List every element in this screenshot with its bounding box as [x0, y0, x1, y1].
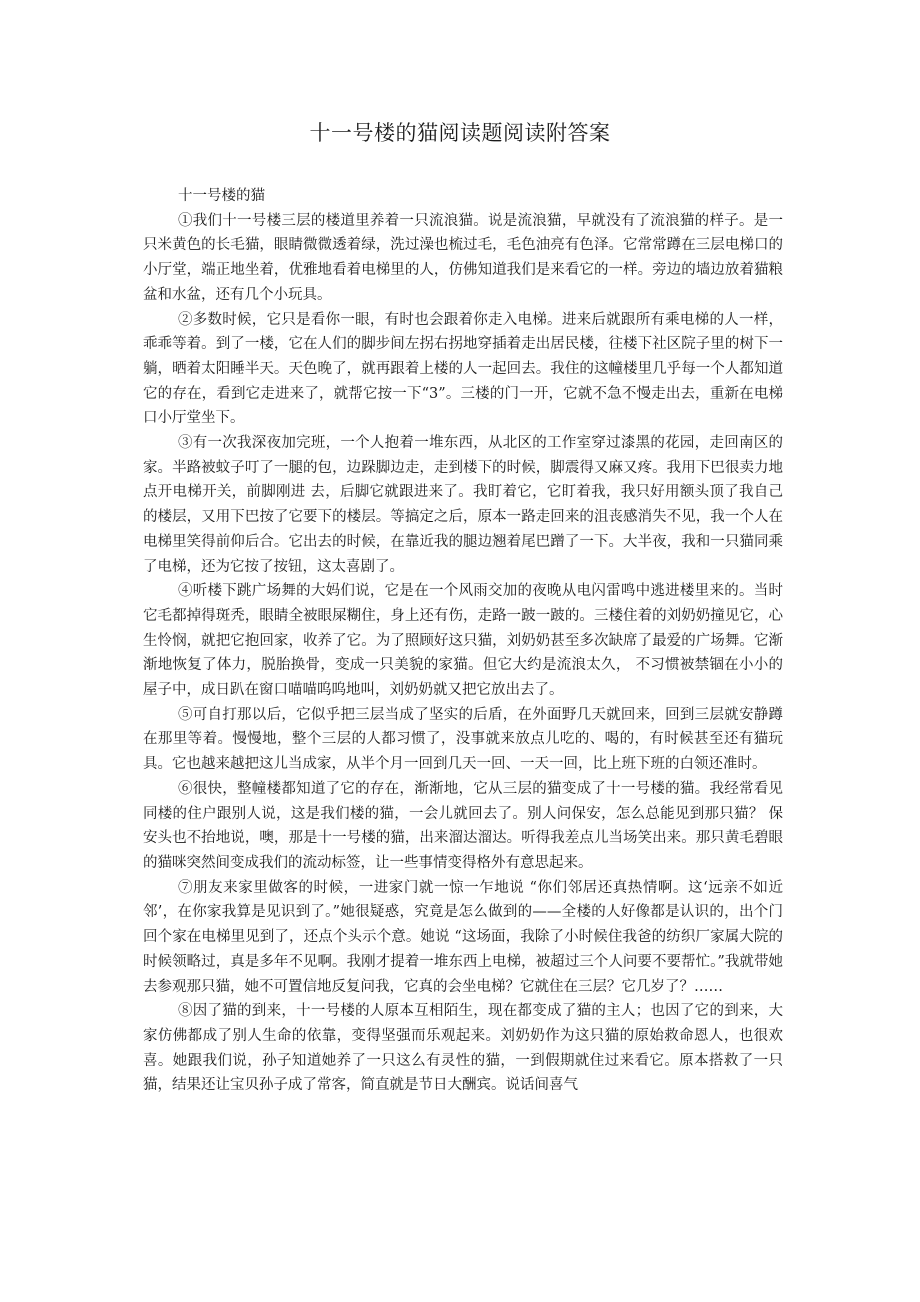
article-subtitle: 十一号楼的猫 [178, 188, 265, 204]
article-body [143, 184, 783, 1098]
paragraph-6: ⑥很快，整幢楼都知道了它的存在，渐渐地，它从三层的猫变成了十一号楼的猫。我经常看见同楼的住户跟别人说，这是我们楼的猫，一会儿就回去了。别人问保安，怎么总能见到那只猫？ 保安头也不抬地说，噢，那是十一号楼的猫，出来溜达溜达。听得我差点儿当场笑出来。那只黄毛碧眼的猫咪突然间变成我们的流动标签，让一些事情变得格外有意思起来。 [143, 780, 783, 871]
paragraph-1: ①我们十一号楼三层的楼道里养着一只流浪猫。说是流浪猫，早就没有了流浪猫的样子。是一只米黄色的长毛猫，眼睛微微透着绿，洗过澡也梳过毛，毛色油亮有色泽。它常常蹲在三层电梯口的小厅堂，端正地坐着，优雅地看着电梯里的人，仿佛知道我们是来看它的一样。旁边的墙边放着猫粮盆和水盆，还有几个小玩具。 [143, 212, 783, 303]
paragraph-8: ⑧因了猫的到来，十一号楼的人原本互相陌生，现在都变成了猫的主人；也因了它的到来，大家仿佛都成了别人生命的依靠，变得坚强而乐观起来。刘奶奶作为这只猫的原始救命恩人，也很欢喜。她跟我们说，孙子知道她养了一只这么有灵性的猫，一到假期就住过来看它。原本搭救了一只猫，结果还让宝贝孙子成了常客，简直就是节日大酬宾。说话间喜气 [143, 1003, 783, 1094]
paragraph-5: ⑤可自打那以后，它似乎把三层当成了坚实的后盾，在外面野几天就回来，回到三层就安静蹲在那里等着。慢慢地，整个三层的人都习惯了，没事就来放点儿吃的、喝的，有时候甚至还有猫玩具。它也越来越把这儿当成家，从半个月一回到几天一回、一天一回，比上班下班的白领还准时。 [143, 706, 783, 773]
paragraph-7: ⑦朋友来家里做客的时候，一进家门就一惊一乍地说 “你们邻居还真热情啊。这‘远亲不如近邻’，在你家我算是见识到了。”她很疑惑，究竟是怎么做到的——全楼的人好像都是认识的，出个门回个家在电梯里见到了，还点个头示个意。她说 “这场面，我除了小时候住我爸的纺织厂家属大院的时候领略过，真是多年不见啊。我刚才提着一堆东西上电梯，被超过三个人问要不要帮忙。”我就带她去参观那只猫，她不可置信地反复问我，它真的会坐电梯？它就住在三层？它几岁了？…… [143, 879, 783, 995]
document-title: 十一号楼的猫阅读题阅读附答案 [309, 121, 611, 145]
paragraph-2: ②多数时候，它只是看你一眼，有时也会跟着你走入电梯。进来后就跟所有乘电梯的人一样，乖乖等着。到了一楼，它在人们的脚步间左拐右拐地穿插着走出居民楼，往楼下社区院子里的树下一躺，晒着太阳睡半天。天色晚了，就再跟着上楼的人一起回去。我住的这幢楼里几乎每一个人都知道它的存在，看到它走进来了，就帮它按一下“3”。三楼的门一开，它就不急不慢走出去，重新在电梯口小厅堂坐下。 [143, 311, 783, 427]
paragraph-4: ④听楼下跳广场舞的大妈们说，它是在一个风雨交加的夜晚从电闪雷鸣中逃进楼里来的。当时它毛都掉得斑秃，眼睛全被眼屎糊住，身上还有伤，走路一跛一跛的。三楼住着的刘奶奶撞见它，心生怜悯，就把它抱回家，收养了它。为了照顾好这只猫，刘奶奶甚至多次缺席了最爱的广场舞。它渐渐地恢复了体力，脱胎换骨，变成一只美貌的家猫。但它大约是流浪太久， 不习惯被禁锢在小小的屋子中，成日趴在窗口喵喵呜呜地叫，刘奶奶就又把它放出去了。 [143, 583, 783, 699]
paragraph-3: ③有一次我深夜加完班，一个人抱着一堆东西，从北区的工作室穿过漆黑的花园，走回南区的家。半路被蚊子叮了一腿的包，边跺脚边走，走到楼下的时候，脚震得又麻又疼。我用下巴很卖力地点开电梯开关，前脚刚进 去，后脚它就跟进来了。我盯着它，它盯着我，我只好用额头顶了我自己的楼层，又用下巴按了它要下的楼层。等搞定之后，原本一路走回来的沮丧感消失不见，我一个人在电梯里笑得前仰后合。它出去的时候，在靠近我的腿边翘着尾巴蹭了一下。大半夜，我和一只猫同乘了电梯，还为它按了按钮，这太喜剧了。 [143, 435, 783, 575]
